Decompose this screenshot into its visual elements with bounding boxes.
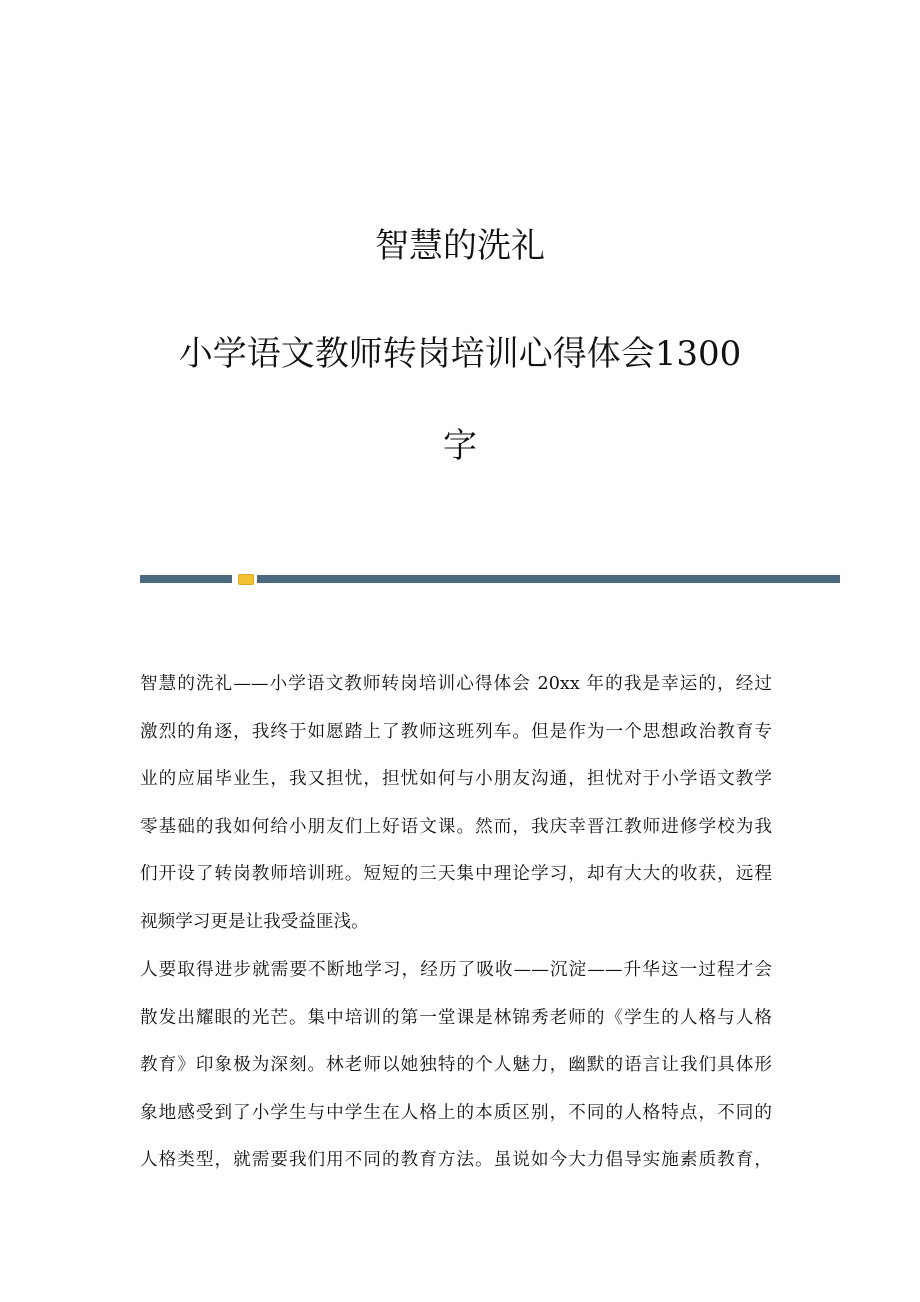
body-paragraph-1 <box>140 674 772 960</box>
body-paragraph-2 <box>140 960 772 1198</box>
text-line: 智慧的洗礼——小学语文教师转岗培训心得体会 20xx 年的我是幸运的，经过 <box>140 674 772 694</box>
text-line: 散发出耀眼的光芒。集中培训的第一堂课是林锦秀老师的《学生的人格与人格 <box>140 1007 772 1028</box>
text-line: 象地感受到了小学生与中学生在人格上的本质区别，不同的人格特点，不同的 <box>140 1102 772 1123</box>
divider-bar-right <box>257 575 840 583</box>
document-subtitle-continued: 字 <box>443 426 477 466</box>
text-line: 人要取得进步就需要不断地学习，经历了吸收——沉淀——升华这一过程才会 <box>140 960 772 980</box>
decorative-divider <box>140 574 840 584</box>
document-title: 智慧的洗礼 <box>375 226 545 266</box>
text-line: 视频学习更是让我受益匪浅。 <box>140 911 369 932</box>
divider-ornament-icon <box>238 574 254 585</box>
text-line: 激烈的角逐，我终于如愿踏上了教师这班列车。但是作为一个思想政治教育专 <box>140 721 772 742</box>
text-line: 教育》印象极为深刻。林老师以她独特的个人魅力，幽默的语言让我们具体形 <box>140 1055 772 1076</box>
text-line: 们开设了转岗教师培训班。短短的三天集中理论学习，却有大大的收获，远程 <box>140 864 772 885</box>
text-line: 业的应届毕业生，我又担忧，担忧如何与小朋友沟通，担忧对于小学语文教学 <box>140 769 772 790</box>
text-line: 零基础的我如何给小朋友们上好语文课。然而，我庆幸晋江教师进修学校为我 <box>140 816 772 837</box>
text-line: 人格类型，就需要我们用不同的教育方法。虽说如今大力倡导实施素质教育， <box>140 1150 772 1171</box>
divider-bar-left <box>140 575 232 583</box>
document-subtitle: 小学语文教师转岗培训心得体会1300 <box>178 334 742 374</box>
